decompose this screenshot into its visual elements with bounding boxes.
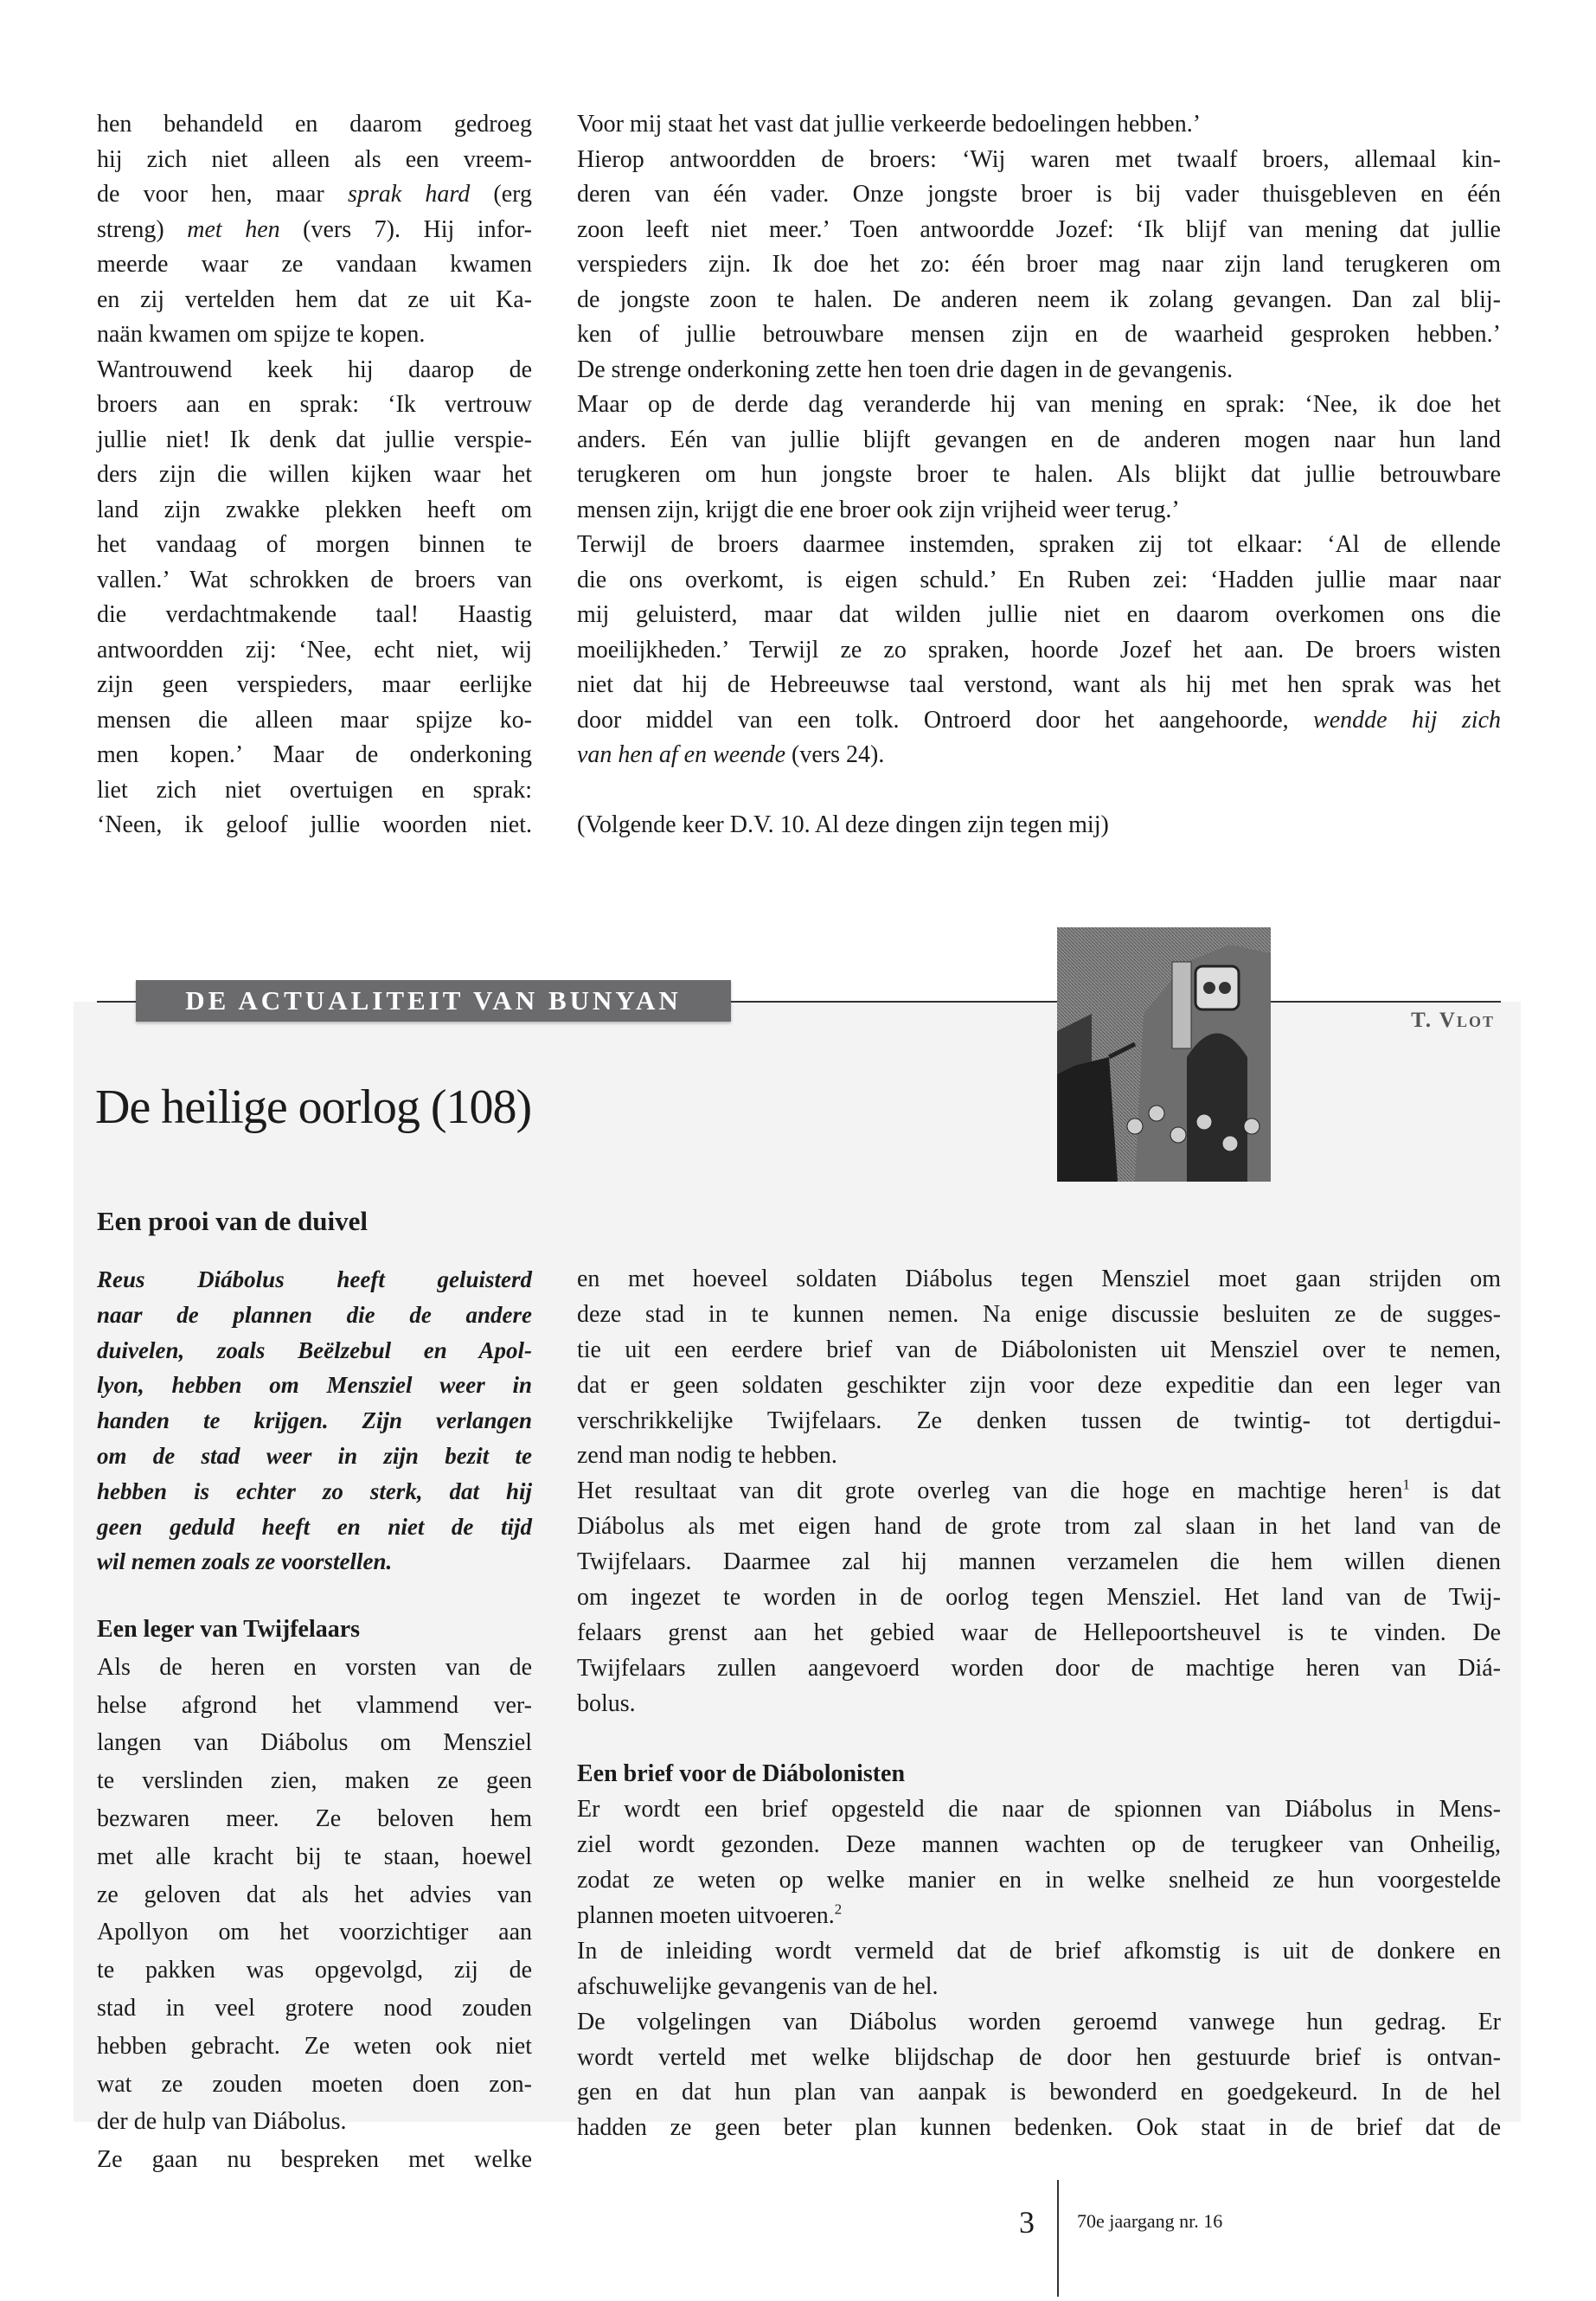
text-line: (Volgende keer D.V. 10. Al deze dingen zijn tegen mij) [577, 811, 1109, 838]
text-line [577, 1899, 1501, 1934]
text-line: deren van één vader. Onze jongste broer is bij vader thuisgebleven en één [577, 181, 1501, 208]
text-line: hadden ze geen beter plan kunnen bedenken. Ook staat in de brief dat de [577, 2114, 1501, 2142]
article-title: De heilige oorlog (108) [95, 1080, 532, 1134]
text-run: (vers 7). Hij infor- [279, 215, 532, 243]
page-number: 3 [1019, 2205, 1035, 2240]
text-line: Apollyon om het voorzichtiger aan [97, 1919, 532, 1946]
text-line: broers aan en sprak: ‘Ik vertrouw [97, 391, 532, 418]
text-line: zoon leeft niet meer.’ Toen antwoordde Jozef: ‘Ik blijf van mening dat jullie [577, 215, 1501, 243]
text-line [97, 213, 532, 248]
text-line: die ons overkomt, is eigen schuld.’ En Ruben zei: ‘Hadden jullie maar naar [577, 566, 1501, 593]
text-line: terugkeren om hun jongste broer te halen. Als blijkt dat jullie betrouwbare [577, 461, 1501, 488]
text-line: der de hulp van Diábolus. [97, 2108, 347, 2136]
text-run: door middel van een tolk. Ontroerd door het aangehoorde, [577, 706, 1314, 734]
text-run: (vers 24). [785, 741, 885, 768]
text-line: hen behandeld en daarom gedroeg [97, 111, 532, 138]
text-line: lyon, hebben om Mensziel weer in [97, 1372, 532, 1399]
text-line: niet dat hij de Hebreeuwse taal verstond, want als hij met hen sprak was het [577, 671, 1501, 698]
text-line: geen geduld heeft en niet de tijd [97, 1513, 532, 1540]
text-line: de jongste zoon te halen. De anderen neem ik zolang gevangen. Dan zal blij- [577, 285, 1501, 313]
text-line: Er wordt een brief opgesteld die naar de spionnen van Diábolus in Mens- [577, 1796, 1501, 1823]
text-line: ‘Neen, ik geloof jullie woorden niet. [97, 811, 532, 838]
text-line: Als de heren en vorsten van de [97, 1653, 532, 1681]
text-line: dat er geen soldaten geschikter zijn voor deze expeditie dan een leger van [577, 1371, 1501, 1399]
text-line: Twijfelaars. Daarmee zal hij mannen verzamelen die hem willen dienen [577, 1548, 1501, 1576]
text-line: het vandaag of morgen binnen te [97, 531, 532, 558]
text-line: bolus. [577, 1689, 636, 1717]
text-line: De volgelingen van Diábolus worden geroemd vanwege hun gedrag. Er [577, 2008, 1501, 2035]
text-line: ze geloven dat als het advies van [97, 1881, 532, 1908]
text-line: naän kwamen om spijze te kopen. [97, 321, 426, 348]
italic-text: wendde hij zich [1313, 706, 1501, 734]
column-bottom-left [97, 1611, 532, 2179]
section-heading: Een brief voor de Diábolonisten [577, 1760, 906, 1788]
text-line: te pakken was opgevolgd, zij de [97, 1957, 532, 1984]
engraving-icon [1057, 927, 1271, 1182]
text-line: en met hoeveel soldaten Diábolus tegen Mensziel moet gaan strijden om [577, 1266, 1501, 1292]
text-run: (erg [470, 181, 533, 208]
text-line [97, 177, 532, 213]
text-line: land zijn zwakke plekken heeft om [97, 496, 532, 523]
text-line: meerde waar ze vandaan kwamen [97, 251, 532, 278]
text-line: verschrikkelijke Twijfelaars. Ze denken tussen de twintig- tot dertigdui- [577, 1407, 1501, 1434]
footer-divider [1057, 2180, 1059, 2297]
text-line: hebben is echter zo sterk, dat hij [97, 1477, 532, 1504]
text-line: Diábolus als met eigen hand de grote trom zal slaan in het land van de [577, 1513, 1501, 1541]
text-line: Wantrouwend keek hij daarop de [97, 356, 532, 383]
footnote-ref: 2 [834, 1900, 843, 1918]
text-line: Terwijl de broers daarmee instemden, spraken zij tot elkaar: ‘Al de ellende [577, 531, 1501, 558]
text-line: duivelen, zoals Beëlzebul en Apol- [97, 1336, 532, 1363]
text-line: Twijfelaars zullen aangevoerd worden door de machtige heren van Diá- [577, 1654, 1501, 1682]
author-byline: T. Vlot [1411, 1009, 1495, 1032]
text-line: ders zijn die willen kijken waar het [97, 461, 532, 488]
text-line: anders. Eén van jullie blijft gevangen en de anderen mogen naar hun land [577, 426, 1501, 453]
text-line: hebben gebracht. Ze weten ook niet [97, 2032, 532, 2060]
text-line: tie uit een eerdere brief van de Diábolonisten uit Mensziel over te nemen, [577, 1336, 1501, 1363]
paragraph-gap [577, 1722, 1501, 1758]
text-line: antwoordden zij: ‘Nee, echt niet, wij [97, 636, 532, 663]
text-line: In de inleiding wordt vermeld dat de brief afkomstig is uit de donkere en [577, 1937, 1501, 1965]
text-line: vallen.’ Wat schrokken de broers van [97, 566, 532, 593]
text-line: zend man nodig te hebben. [577, 1442, 837, 1470]
text-line: wil nemen zoals ze voorstellen. [97, 1548, 393, 1575]
issue-label: 70e jaargang nr. 16 [1077, 2210, 1223, 2232]
text-line: naar de plannen die de andere [97, 1301, 532, 1328]
column-bottom-right [577, 1262, 1501, 2146]
text-line: jullie niet! Ik denk dat jullie verspie- [97, 426, 532, 453]
text-run: de voor hen, maar [97, 181, 348, 208]
text-line: mensen zijn, krijgt die ene broer ook zijn vrijheid weer terug.’ [577, 496, 1180, 523]
text-run: Het resultaat van dit grote overleg van die hoge en machtige heren [577, 1477, 1403, 1505]
column-top-right [577, 107, 1501, 843]
text-line: mensen die alleen maar spijze ko- [97, 706, 532, 734]
text-line: om de stad weer in zijn bezit te [97, 1442, 532, 1469]
text-run: streng) [97, 215, 188, 243]
text-line: helse afgrond het vlammend ver- [97, 1691, 532, 1719]
text-line: ken of jullie betrouwbare mensen zijn en de waarheid gesproken hebben.’ [577, 321, 1501, 348]
section-heading: Een leger van Twijfelaars [97, 1616, 361, 1643]
text-line: en zij vertelden hem dat ze uit Ka- [97, 285, 532, 313]
text-line: om ingezet te worden in de oorlog tegen Mensziel. Het land van de Twij- [577, 1584, 1501, 1612]
footnote-ref: 1 [1402, 1477, 1410, 1494]
text-line [577, 738, 1501, 773]
text-line: Hierop antwoordden de broers: ‘Wij waren met twaalf broers, allemaal kin- [577, 145, 1501, 173]
text-line: langen van Diábolus om Mensziel [97, 1729, 532, 1757]
text-line: gen en dat hun plan van aanpak is bewonderd en goedgekeurd. In de hel [577, 2079, 1501, 2106]
text-line: mij geluisterd, maar dat wilden jullie niet en daarom overkomen ons die [577, 601, 1501, 628]
text-line: afschuwelijke gevangenis van de hel. [577, 1972, 939, 2000]
text-line: zijn geen verspieders, maar eerlijke [97, 671, 532, 698]
text-line: Reus Diábolus heeft geluisterd [97, 1266, 532, 1292]
text-line: Ze gaan nu bespreken met welke [97, 2146, 532, 2174]
column-top-left [97, 107, 532, 843]
text-run: plannen moeten uitvoeren. [577, 1902, 835, 1930]
illustration-image [1057, 927, 1271, 1182]
text-line: hij zich niet alleen als een vreem- [97, 145, 532, 173]
text-line [577, 1474, 1501, 1509]
italic-text: sprak hard [347, 181, 471, 208]
text-line: Voor mij staat het vast dat jullie verkeerde bedoelingen hebben.’ [577, 111, 1202, 138]
text-line: met alle kracht bij te staan, hoewel [97, 1843, 532, 1870]
text-line: deze stad in te kunnen nemen. Na enige discussie besluiten ze de sugges- [577, 1300, 1501, 1328]
article-intro [97, 1262, 532, 1580]
text-line: handen te krijgen. Zijn verlangen [97, 1407, 532, 1434]
text-line: stad in veel grotere nood zouden [97, 1994, 532, 2022]
text-line: Maar op de derde dag veranderde hij van mening en sprak: ‘Nee, ik doe het [577, 391, 1501, 418]
text-line: te verslinden zien, maken ze geen [97, 1767, 532, 1795]
text-line: ziel wordt gezonden. Deze mannen wachten op de terugkeer van Onheilig, [577, 1831, 1501, 1859]
text-line: wat ze zouden moeten doen zon- [97, 2070, 532, 2098]
section-kicker: DE ACTUALITEIT VAN BUNYAN [136, 980, 731, 1022]
article-subtitle: Een prooi van de duivel [97, 1206, 368, 1236]
text-run: is dat [1409, 1477, 1501, 1505]
text-line: verspieders zijn. Ik doe het zo: één broer mag naar zijn land terugkeren om [577, 251, 1501, 278]
text-line: die verdachtmakende taal! Haastig [97, 601, 532, 628]
text-line: liet zich niet overtuigen en sprak: [97, 776, 532, 804]
text-line: bezwaren meer. Ze beloven hem [97, 1804, 532, 1832]
paragraph-gap [577, 773, 1501, 809]
text-line [577, 703, 1501, 739]
text-line: wordt verteld met welke blijdschap de door hen gestuurde brief is ontvan- [577, 2043, 1501, 2071]
text-line: moeilijkheden.’ Terwijl ze zo spraken, hoorde Jozef het aan. De broers wisten [577, 636, 1501, 663]
text-line: De strenge onderkoning zette hen toen drie dagen in de gevangenis. [577, 356, 1234, 383]
italic-text: van hen af en weende [577, 741, 786, 768]
text-line: felaars grenst aan het gebied waar de Hellepoortsheuvel is te vinden. De [577, 1618, 1501, 1646]
text-line: zodat ze weten op welke manier en in welke snelheid ze hun voorgestelde [577, 1867, 1501, 1894]
text-line: men kopen.’ Maar de onderkoning [97, 741, 532, 768]
italic-text: met hen [187, 215, 280, 243]
